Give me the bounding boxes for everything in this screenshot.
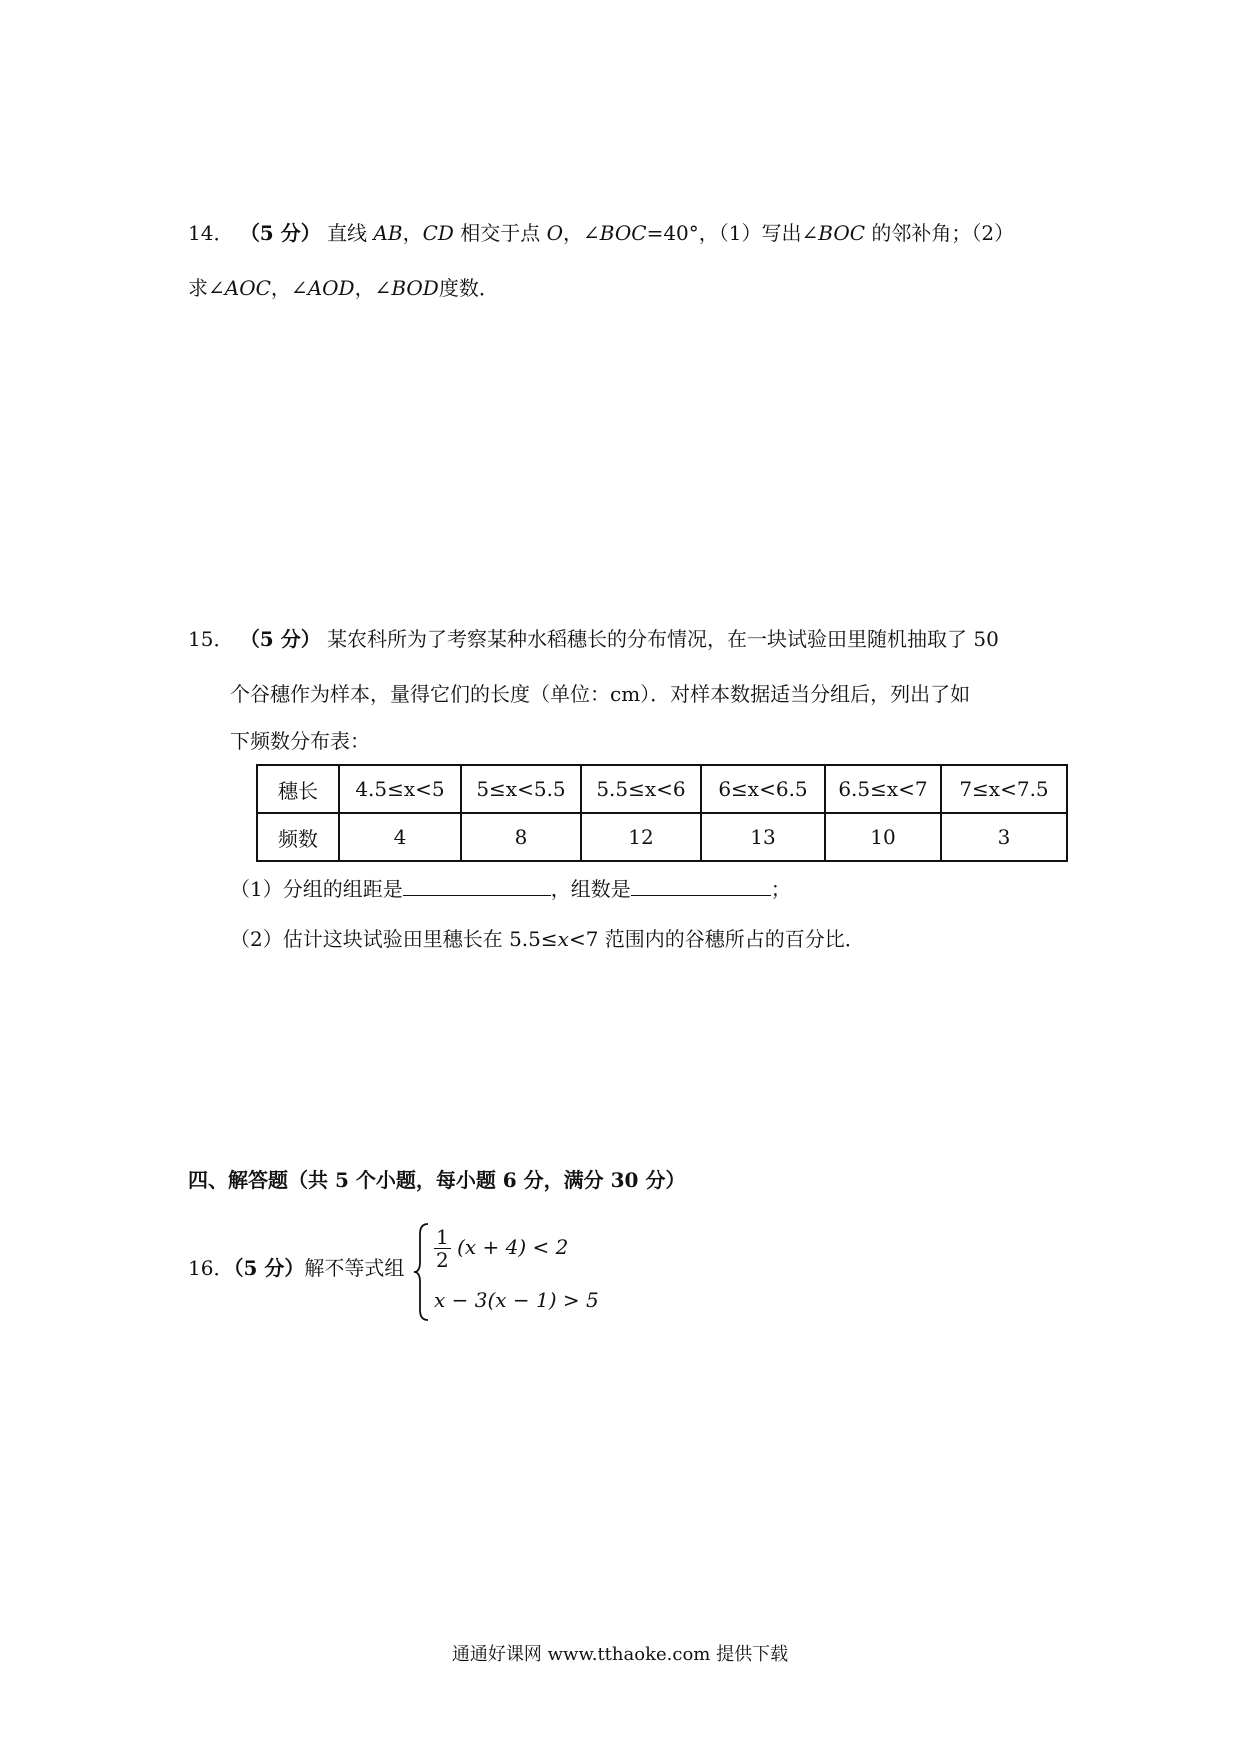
q14-sep: ，∠ <box>270 276 308 300</box>
q16-text: 解不等式组 <box>304 1256 405 1280</box>
q14-text: 相交于点 <box>460 221 541 245</box>
table-cell: 6.5≤x<7 <box>825 765 941 813</box>
frequency-table-wrap <box>256 764 1068 862</box>
inequality-1 <box>434 1226 568 1271</box>
q15-sub2-text: （2）估计这块试验田里穗长在 5.5≤ <box>230 927 558 951</box>
q16-number: 16． <box>188 1256 234 1280</box>
q16-points: （5 分） <box>233 1256 305 1280</box>
section-4-title: 四、解答题（共 5 个小题，每小题 6 分，满分 30 分） <box>188 1168 686 1192</box>
q15-number: 15． <box>188 627 234 651</box>
q14-points: （5 分） <box>239 221 321 245</box>
q15-sub1-label: （1）分组的组距是 <box>230 877 403 901</box>
q14-line-1 <box>188 219 1014 247</box>
table-row <box>257 813 1067 861</box>
q14-sep: ，∠ <box>563 221 600 245</box>
q14-var-boc: BOC <box>818 221 866 245</box>
q15-text: 某农科所为了考察某种水稻穗长的分布情况，在一块试验田里随机抽取了 50 <box>327 627 999 651</box>
table-cell: 6≤x<6.5 <box>701 765 825 813</box>
table-row <box>257 765 1067 813</box>
table-header-cell: 穗长 <box>257 765 339 813</box>
q14-var-bod: BOD <box>391 276 439 300</box>
q14-text: =40°，（1）写出∠ <box>646 221 819 245</box>
q15-sub-1 <box>230 875 791 903</box>
q15-sub-2 <box>230 925 865 953</box>
q14-number: 14． <box>188 221 234 245</box>
fraction-numerator: 1 <box>436 1225 449 1249</box>
q15-sub1-end: ； <box>770 877 791 901</box>
table-cell: 4.5≤x<5 <box>339 765 461 813</box>
q14-var-cd: CD <box>422 221 454 245</box>
q14-var-boc: BOC <box>599 221 647 245</box>
q14-var-ab: AB <box>373 221 403 245</box>
q14-text: 求∠ <box>188 276 225 300</box>
q14-text: 直线 <box>327 221 368 245</box>
inequality-1-text: (x + 4) < 2 <box>457 1235 569 1259</box>
table-cell: 5.5≤x<6 <box>581 765 701 813</box>
table-cell: 8 <box>461 813 581 861</box>
inequality-2: x − 3(x − 1) > 5 <box>434 1288 599 1312</box>
q15-line-3: 下频数分布表： <box>230 729 370 753</box>
q15-line-1 <box>188 625 999 653</box>
q14-sep: ， <box>402 221 423 245</box>
q14-var-o: O <box>546 221 564 245</box>
q14-sep: ，∠ <box>354 276 392 300</box>
q15-sub2-var: x <box>557 927 569 951</box>
table-cell: 12 <box>581 813 701 861</box>
q14-line-2 <box>188 274 499 302</box>
table-header-cell: 频数 <box>257 813 339 861</box>
table-cell: 4 <box>339 813 461 861</box>
left-brace-icon <box>412 1222 432 1322</box>
q14-var-aod: AOD <box>307 276 355 300</box>
frequency-table <box>256 764 1068 862</box>
q14-text: 的邻补角；（2） <box>871 221 1015 245</box>
table-cell: 10 <box>825 813 941 861</box>
q15-line-2: 个谷穗作为样本，量得它们的长度（单位：cm）．对样本数据适当分组后，列出了如 <box>230 682 971 706</box>
answer-blank-groups[interactable] <box>631 875 771 896</box>
q15-sub2-text: <7 范围内的谷穗所占的百分比． <box>568 927 865 951</box>
q15-sub1-label: ，组数是 <box>550 877 631 901</box>
table-cell: 13 <box>701 813 825 861</box>
table-cell: 7≤x<7.5 <box>941 765 1067 813</box>
fraction-half <box>434 1226 451 1271</box>
q14-text: 度数． <box>438 276 499 300</box>
table-cell: 3 <box>941 813 1067 861</box>
q14-var-aoc: AOC <box>224 276 271 300</box>
footer-text: 通通好课网 www.tthaoke.com 提供下载 <box>451 1644 789 1665</box>
q16-line <box>188 1254 404 1282</box>
table-cell: 5≤x<5.5 <box>461 765 581 813</box>
answer-blank-interval[interactable] <box>403 875 551 896</box>
fraction-denominator: 2 <box>436 1248 449 1272</box>
q15-points: （5 分） <box>239 627 321 651</box>
